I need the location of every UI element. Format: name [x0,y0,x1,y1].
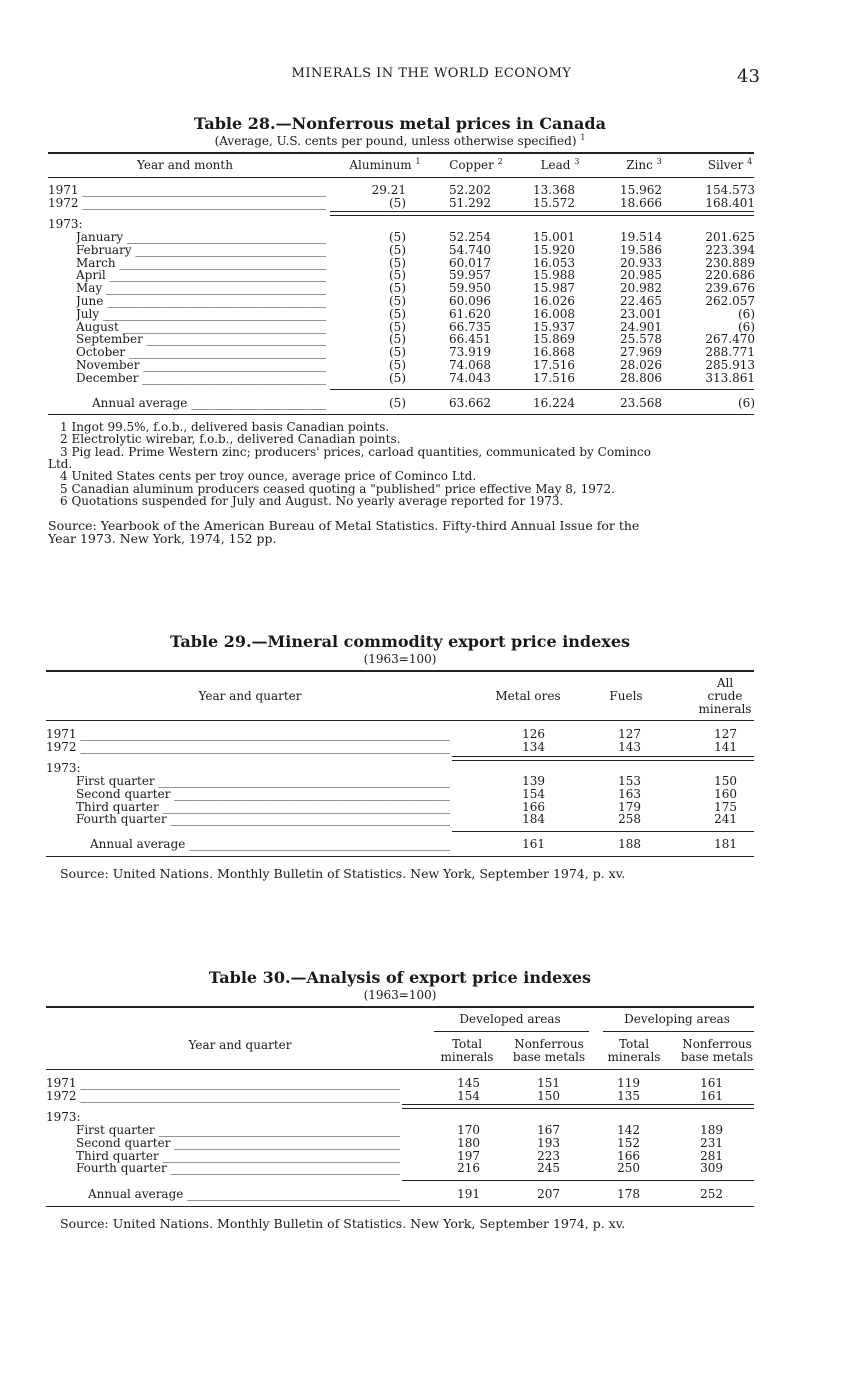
t28-month-row-cell: 16.053 [533,255,575,270]
t28-month-row-label: November _____ [76,359,326,372]
t30-year-row-cell: 161 [700,1089,723,1103]
table28-footnote: 2 Electrolytic wirebar, f.o.b., delivered Canadian points. [60,432,401,447]
t28-month-row-cell: 15.920 [533,242,575,257]
t28-month-row [0,308,863,321]
table29-title: Table 29.—Mineral commodity export price indexes [169,632,631,651]
t28-month-row-cell: 230.889 [705,255,755,270]
page-number: 43 [737,66,760,87]
t28-year-row-cell: 15.962 [620,183,662,197]
t30-year-row [0,1077,863,1090]
t30-quarter-row-cell: 250 [617,1161,640,1176]
t29-quarter-row-cell: 184 [522,812,545,827]
t28-month-row-cell: 54.740 [449,242,491,257]
t29-year-row-label: 1972 _____ [46,741,450,754]
t28-annual-row-cell: 63.662 [449,396,491,410]
t30-quarter-row [0,1162,863,1175]
t28-month-row-label: January _____ [76,231,326,244]
table28-top-rule [48,152,754,154]
t30-annual-row-label: Annual average _____ [88,1188,400,1201]
t30-quarter-row [0,1137,863,1150]
t29-quarter-row-label: Second quarter _____ [76,788,450,801]
t29-year-row-cell: 134 [522,740,545,754]
t29-col-all-crude-minerals: All crude minerals [698,676,752,716]
t28-year-row-cell: 13.368 [533,183,575,197]
t28-annual-row-cell: 23.568 [620,396,662,410]
t30-quarter-row [0,1150,863,1163]
t28-month-row-cell: 24.901 [620,319,662,334]
t30-quarter-row-cell: 309 [700,1161,723,1176]
t28-month-row-label: March _____ [76,257,326,270]
t28-month-row-label: May _____ [76,282,326,295]
t28-month-row-cell: 15.001 [533,230,575,244]
t28-month-row-cell: 20.982 [620,281,662,296]
t30-annual-row [0,1188,863,1201]
t30-quarter-row-cell: 197 [457,1148,480,1163]
t30-year-row-cell: 119 [617,1076,640,1090]
t29-quarter-row-cell: 153 [618,774,641,788]
t28-group-label: 1973: [48,218,83,231]
t29-quarter-row-cell: 163 [618,786,641,801]
t28-annual-row-cell: (6) [738,396,755,410]
t29-quarter-row-cell: 150 [714,774,737,788]
t30-quarter-row-cell: 142 [617,1123,640,1137]
table28-footnote: 3 Pig lead. Prime Western zinc; producers' prices, carload quantities, communicated by Cominco [60,444,651,459]
t30-year-row-cell: 161 [700,1076,723,1090]
t28-month-row [0,372,863,385]
running-header: MINERALS IN THE WORLD ECONOMY [291,66,572,81]
t30-col-year: Year and quarter [188,1038,292,1052]
t28-year-row-cell: 52.202 [449,183,491,197]
t30-group-developing: Developing areas [624,1012,730,1026]
t28-month-row-cell: 15.988 [533,268,575,283]
t28-month-row [0,295,863,308]
t28-month-row-cell: 288.771 [705,345,755,360]
t28-month-row-label: August _____ [76,321,326,334]
table30-bottom-rule [46,1206,754,1207]
t28-month-row-cell: (5) [389,332,406,347]
t28-month-row-label: June _____ [76,295,326,308]
t30-quarter-row-cell: 216 [457,1161,480,1176]
t29-quarter-row [0,813,863,826]
t28-month-row-cell: (5) [389,242,406,257]
table28-annual-rule [330,389,754,390]
t29-annual-row-cell: 181 [714,837,737,851]
t29-quarter-row-label: First quarter _____ [76,775,450,788]
t30-year-row-cell: 154 [457,1089,480,1103]
t28-month-row-cell: (5) [389,294,406,308]
t29-group-label: 1973: [46,762,81,775]
t30-year-row-cell: 150 [537,1089,560,1103]
t29-col-metal-ores: Metal ores [495,689,561,703]
t28-month-row-cell: 52.254 [449,230,491,244]
t30-annual-row-cell: 191 [457,1187,480,1201]
t28-month-row-cell: 73.919 [449,345,491,360]
t28-month-row-cell: 15.987 [533,281,575,296]
t28-year-row-cell: 154.573 [705,183,755,197]
t30-quarter-row-cell: 180 [457,1135,480,1150]
t30-quarter-row-cell: 189 [700,1123,723,1137]
t30-year-row-cell: 135 [617,1089,640,1103]
t28-col-lead: Lead $^3$ [540,157,580,172]
t30-quarter-row-cell: 245 [537,1161,560,1176]
t30-group-developing-rule [603,1031,754,1032]
t28-col-silver: Silver $^4$ [707,157,753,172]
table29-double-rule [452,756,754,761]
t29-year-row-cell: 127 [618,727,641,741]
t28-month-row-cell: 16.868 [533,345,575,360]
t28-year-row [0,197,863,210]
t28-month-row-cell: 20.933 [620,255,662,270]
t28-year-row-label: 1972 _____ [48,197,326,210]
t28-year-row-label: 1971 _____ [48,184,326,197]
t29-annual-row-cell: 188 [618,837,641,851]
t28-month-row-cell: 313.861 [705,370,755,385]
t30-year-row-cell: 145 [457,1076,480,1090]
t29-year-row-label: 1971 _____ [46,728,450,741]
t28-annual-row-cell: (5) [389,396,406,410]
table29-annual-rule [452,831,754,832]
t28-col-copper: Copper $^2$ [449,157,503,172]
t28-month-row-cell: (5) [389,370,406,385]
t28-year-row-cell: (5) [389,196,406,210]
t28-year-row-cell: 18.666 [620,196,662,210]
t29-year-row [0,741,863,754]
t28-month-row-cell: 267.470 [705,332,755,347]
table28-header-rule [48,177,754,178]
t28-month-row-cell: 239.676 [705,281,755,296]
table30-annual-rule [402,1180,754,1181]
t28-month-row-cell: (5) [389,255,406,270]
t28-month-row-cell: 23.001 [620,306,662,321]
t28-month-row-cell: 74.043 [449,370,491,385]
t29-quarter-row-label: Fourth quarter _____ [76,813,450,826]
t30-quarter-row-cell: 281 [700,1148,723,1163]
t29-quarter-row-cell: 175 [714,799,737,814]
table30-subtitle: (1963=100) [363,988,437,1002]
t28-month-row-cell: 61.620 [449,306,491,321]
table28-footnote: Ltd. [48,456,73,471]
t28-annual-row-label: Annual average _____ [92,397,326,410]
t30-col-dev-total: Total minerals [440,1037,494,1064]
t30-quarter-row [0,1124,863,1137]
t29-quarter-row-cell: 179 [618,799,641,814]
t28-col-zinc: Zinc $^3$ [626,157,662,172]
table28-footnote: 6 Quotations suspended for July and August. No yearly average reported for 1973. [60,493,564,508]
t30-quarter-row-label: First quarter _____ [76,1124,400,1137]
t29-year-row-cell: 127 [714,727,737,741]
t28-month-row-cell: 16.026 [533,294,575,308]
t30-quarter-row-cell: 223 [537,1148,560,1163]
t28-month-row-cell: 17.516 [533,358,575,372]
t28-annual-row [0,397,863,410]
t28-month-row-cell: 60.096 [449,294,491,308]
t28-month-row-cell: 20.985 [620,268,662,283]
t28-month-row-cell: 28.026 [620,358,662,372]
t28-month-row-cell: (5) [389,306,406,321]
t30-quarter-row-cell: 193 [537,1135,560,1150]
table28-source-line1: Source: Yearbook of the American Bureau of Metal Statistics. Fifty-third Annual Issue for the [48,518,640,533]
t28-month-row-label: February _____ [76,244,326,257]
t30-quarter-row-cell: 167 [537,1123,560,1137]
t30-group-developed: Developed areas [459,1012,561,1026]
t29-quarter-row-label: Third quarter _____ [76,801,450,814]
t28-month-row-cell: 59.950 [449,281,491,296]
t28-month-row-label: July _____ [76,308,326,321]
t30-annual-row-cell: 178 [617,1187,640,1201]
table30-top-rule [46,1006,754,1008]
t28-month-row-cell: 220.686 [705,268,755,283]
t29-col-fuels: Fuels [609,689,643,703]
t29-year-row-cell: 126 [522,727,545,741]
table29-source: Source: United Nations. Monthly Bulletin of Statistics. New York, September 1974, p. xv. [60,866,626,881]
t30-annual-row-cell: 252 [700,1187,723,1201]
table28-double-rule [330,211,754,216]
t30-year-row [0,1090,863,1103]
t28-month-row-cell: 17.516 [533,370,575,385]
t29-col-year: Year and quarter [198,689,302,703]
t30-col-dev-nonferrous: Nonferrous base metals [512,1037,586,1064]
t28-year-row-cell: 168.401 [705,196,755,210]
t28-col-aluminum: Aluminum $^1$ [349,157,421,172]
t28-month-row-cell: 15.869 [533,332,575,347]
t28-month-row-cell: 262.057 [705,294,755,308]
t28-year-row-cell: 29.21 [371,183,406,197]
t28-month-row-cell: 66.735 [449,319,491,334]
t29-year-row-cell: 143 [618,740,641,754]
t28-month-row-cell: (5) [389,268,406,283]
t28-month-row-cell: 66.451 [449,332,491,347]
t29-quarter-row-cell: 160 [714,786,737,801]
t28-year-row-cell: 15.572 [533,196,575,210]
t30-quarter-row-label: Third quarter _____ [76,1150,400,1163]
t28-month-row-cell: (5) [389,319,406,334]
table29-top-rule [46,670,754,672]
t28-col-year: Year and month [137,158,233,172]
t28-month-row-cell: (5) [389,281,406,296]
table28-footnote: 4 United States cents per troy ounce, average price of Cominco Ltd. [60,469,477,484]
t29-quarter-row-cell: 241 [714,812,737,827]
t28-month-row-label: October _____ [76,346,326,359]
table28-source-line2: Year 1973. New York, 1974, 152 pp. [48,531,277,546]
t28-month-row-cell: 27.969 [620,345,662,360]
t28-month-row-cell: (5) [389,358,406,372]
t30-col-dvg-nonferrous: Nonferrous base metals [680,1037,754,1064]
table30-header-rule [46,1069,754,1070]
t28-month-row-cell: 74.068 [449,358,491,372]
table28-bottom-rule [48,414,754,415]
t28-month-row-cell: 25.578 [620,332,662,347]
t28-year-row-cell: 51.292 [449,196,491,210]
t28-month-row-cell: 59.957 [449,268,491,283]
t28-month-row-cell: 60.017 [449,255,491,270]
table30-title: Table 30.—Analysis of export price indexes [208,968,592,987]
t29-annual-row-label: Annual average _____ [90,838,450,851]
t28-month-row-cell: 22.465 [620,294,662,308]
table29-subtitle: (1963=100) [363,652,437,666]
t28-month-row-cell: (6) [738,306,755,321]
table28-subtitle: (Average, U.S. cents per pound, unless otherwise specified) $^1$ [214,133,586,148]
t29-quarter-row-cell: 258 [618,812,641,827]
t29-year-row-cell: 141 [714,740,737,754]
t28-month-row-cell: 19.586 [620,242,662,257]
t28-month-row-cell: 19.514 [620,230,662,244]
table28-footnote: 1 Ingot 99.5%, f.o.b., delivered basis Canadian points. [60,420,390,434]
t30-year-row-label: 1971 _____ [46,1077,400,1090]
t29-quarter-row-cell: 166 [522,799,545,814]
t28-month-row-label: April _____ [76,269,326,282]
t28-month-row-cell: (6) [738,319,755,334]
t28-month-row-cell: 15.937 [533,319,575,334]
t28-month-row-cell: 16.008 [533,306,575,321]
t30-year-row-cell: 151 [537,1076,560,1090]
table28-footnote: 5 Canadian aluminum producers ceased quoting a "published" price effective May 8, 1972. [60,481,615,496]
table30-double-rule [402,1104,754,1109]
t28-month-row-cell: 28.806 [620,370,662,385]
t30-quarter-row-label: Fourth quarter _____ [76,1162,400,1175]
t28-month-row-cell: 223.394 [705,242,755,257]
t30-group-developed-rule [434,1031,589,1032]
t29-quarter-row-cell: 139 [522,774,545,788]
t30-year-row-label: 1972 _____ [46,1090,400,1103]
t28-month-row [0,244,863,257]
t28-annual-row-cell: 16.224 [533,396,575,410]
t30-group-label: 1973: [46,1111,81,1124]
table29-bottom-rule [46,856,754,857]
t30-col-dvg-total: Total minerals [607,1037,661,1064]
t28-month-row-label: September _____ [76,333,326,346]
table30-source: Source: United Nations. Monthly Bulletin of Statistics. New York, September 1974, p. xv. [60,1216,626,1231]
t29-annual-row-cell: 161 [522,837,545,851]
t30-quarter-row-cell: 170 [457,1123,480,1137]
t28-month-row-cell: (5) [389,345,406,360]
t30-quarter-row-label: Second quarter _____ [76,1137,400,1150]
t28-month-row-cell: 201.625 [705,230,755,244]
t29-quarter-row [0,788,863,801]
t28-month-row-label: December _____ [76,372,326,385]
t30-quarter-row-cell: 231 [700,1135,723,1150]
table28-title: Table 28.—Nonferrous metal prices in Canada [194,114,606,133]
t28-month-row-cell: (5) [389,230,406,244]
t28-month-row-cell: 285.913 [705,358,755,372]
t29-quarter-row-cell: 154 [522,786,545,801]
t30-quarter-row-cell: 166 [617,1148,640,1163]
t29-annual-row [0,838,863,851]
t30-annual-row-cell: 207 [537,1187,560,1201]
t30-quarter-row-cell: 152 [617,1135,640,1150]
table29-header-rule [46,720,754,721]
